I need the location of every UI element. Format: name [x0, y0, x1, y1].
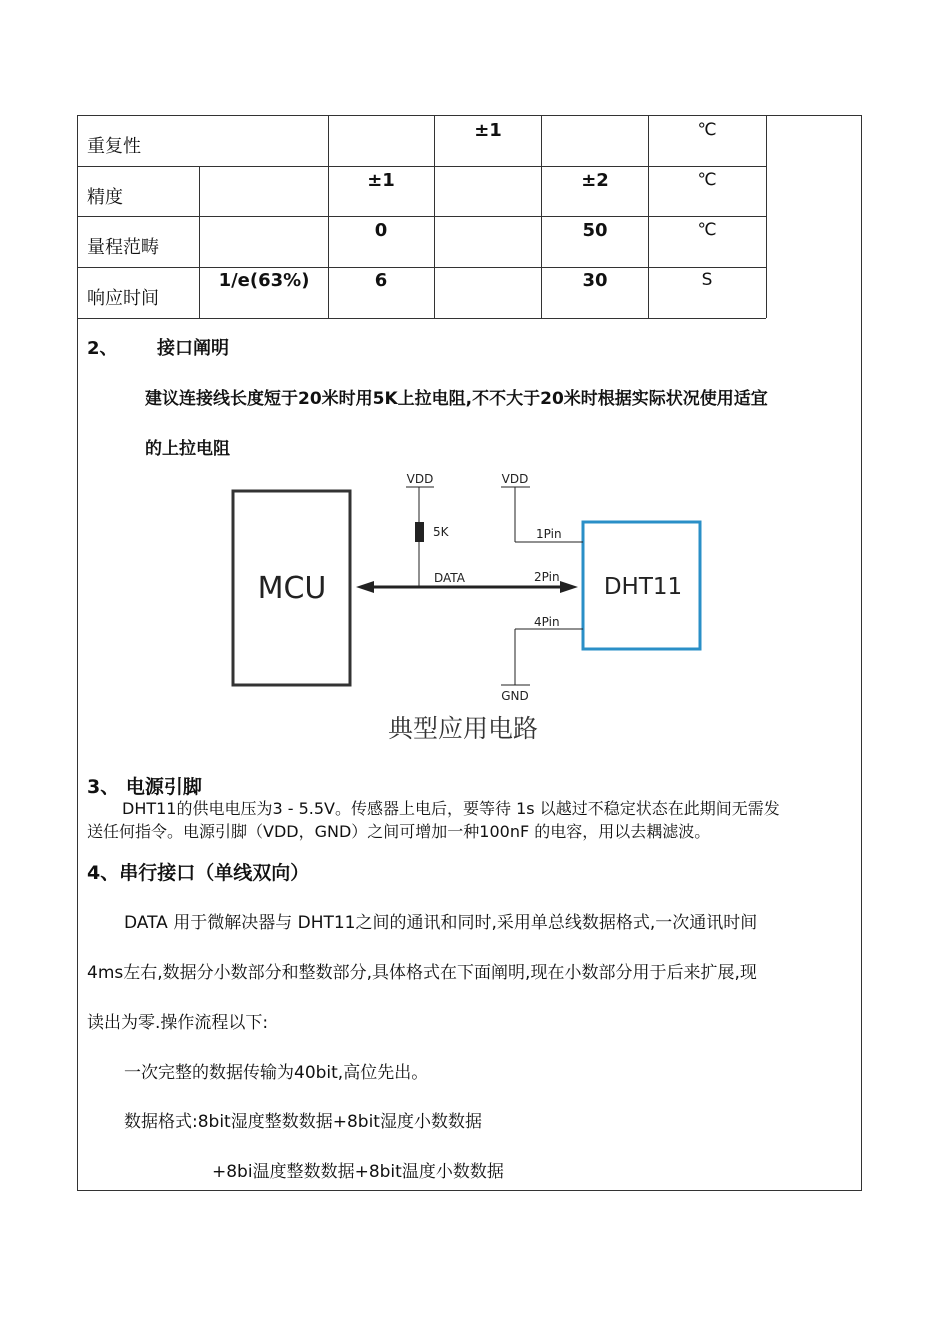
vdd-right-label: VDD	[501, 472, 529, 486]
response-condition: 1/e(63%)	[218, 270, 310, 291]
range-unit: ℃	[697, 220, 717, 240]
range-min: 0	[374, 220, 388, 241]
response-unit: S	[701, 270, 713, 290]
section4-title: 4、串行接口（单线双向）	[87, 862, 310, 884]
section4-para2: 4ms左右,数据分小数部分和整数部分,具体格式在下面阐明,现在小数部分用于后来扩展,现	[87, 963, 757, 983]
section2-title: 接口阐明	[157, 338, 229, 359]
section2-line2: 的上拉电阻	[145, 439, 230, 459]
pin1-label: 1Pin	[536, 527, 562, 541]
row-label-accuracy: 精度	[87, 187, 123, 208]
row-label-response: 响应时间	[87, 288, 159, 309]
gnd-label: GND	[501, 689, 529, 703]
diagram-caption: 典型应用电路	[387, 714, 539, 743]
section4-para1: DATA 用于微解决器与 DHT11之间的通讯和同时,采用单总线数据格式,一次通讯时间	[124, 913, 758, 933]
resistor	[415, 522, 424, 542]
section2-line1: 建议连接线长度短于20米时用5K上拉电阻,不不大于20米时根据实际状况使用适宜	[145, 389, 768, 409]
section3-line1: DHT11的供电电压为3 - 5.5V。传感器上电后，要等待 1s 以越过不稳定状态在此期间无需发	[122, 799, 780, 818]
vdd-left-label: VDD	[406, 472, 434, 486]
repeatability-unit: ℃	[697, 120, 717, 140]
section3-title: 3、 电源引脚	[87, 776, 202, 798]
section4-para6: +8bi温度整数数据+8bit温度小数数据	[212, 1162, 504, 1182]
section4-para4: 一次完整的数据传输为40bit,高位先出。	[124, 1063, 429, 1083]
section4-para5: 数据格式:8bit湿度整数数据+8bit湿度小数数据	[124, 1112, 482, 1132]
row-label-range: 量程范畴	[87, 237, 159, 258]
mcu-label: MCU	[257, 571, 327, 606]
response-min: 6	[374, 270, 388, 291]
section4-para3: 读出为零.操作流程以下:	[87, 1013, 269, 1033]
section3-line2: 送任何指令。电源引脚（VDD，GND）之间可增加一种100nF 的电容，用以去耦滤波。	[87, 822, 711, 841]
left-arrow	[356, 581, 374, 593]
resistor-label: 5K	[433, 525, 449, 539]
section2-number: 2、	[87, 338, 118, 359]
range-max: 50	[582, 220, 608, 241]
accuracy-max: ±2	[581, 170, 609, 191]
data-label: DATA	[434, 571, 465, 585]
pin4-label: 4Pin	[534, 615, 560, 629]
repeatability-typ: ±1	[474, 120, 502, 141]
right-arrow	[560, 581, 578, 593]
dht11-label: DHT11	[603, 574, 683, 600]
accuracy-unit: ℃	[697, 170, 717, 190]
pin2-label: 2Pin	[534, 570, 560, 584]
row-label-repeatability: 重复性	[87, 136, 141, 157]
response-max: 30	[582, 270, 608, 291]
accuracy-min: ±1	[367, 170, 395, 191]
